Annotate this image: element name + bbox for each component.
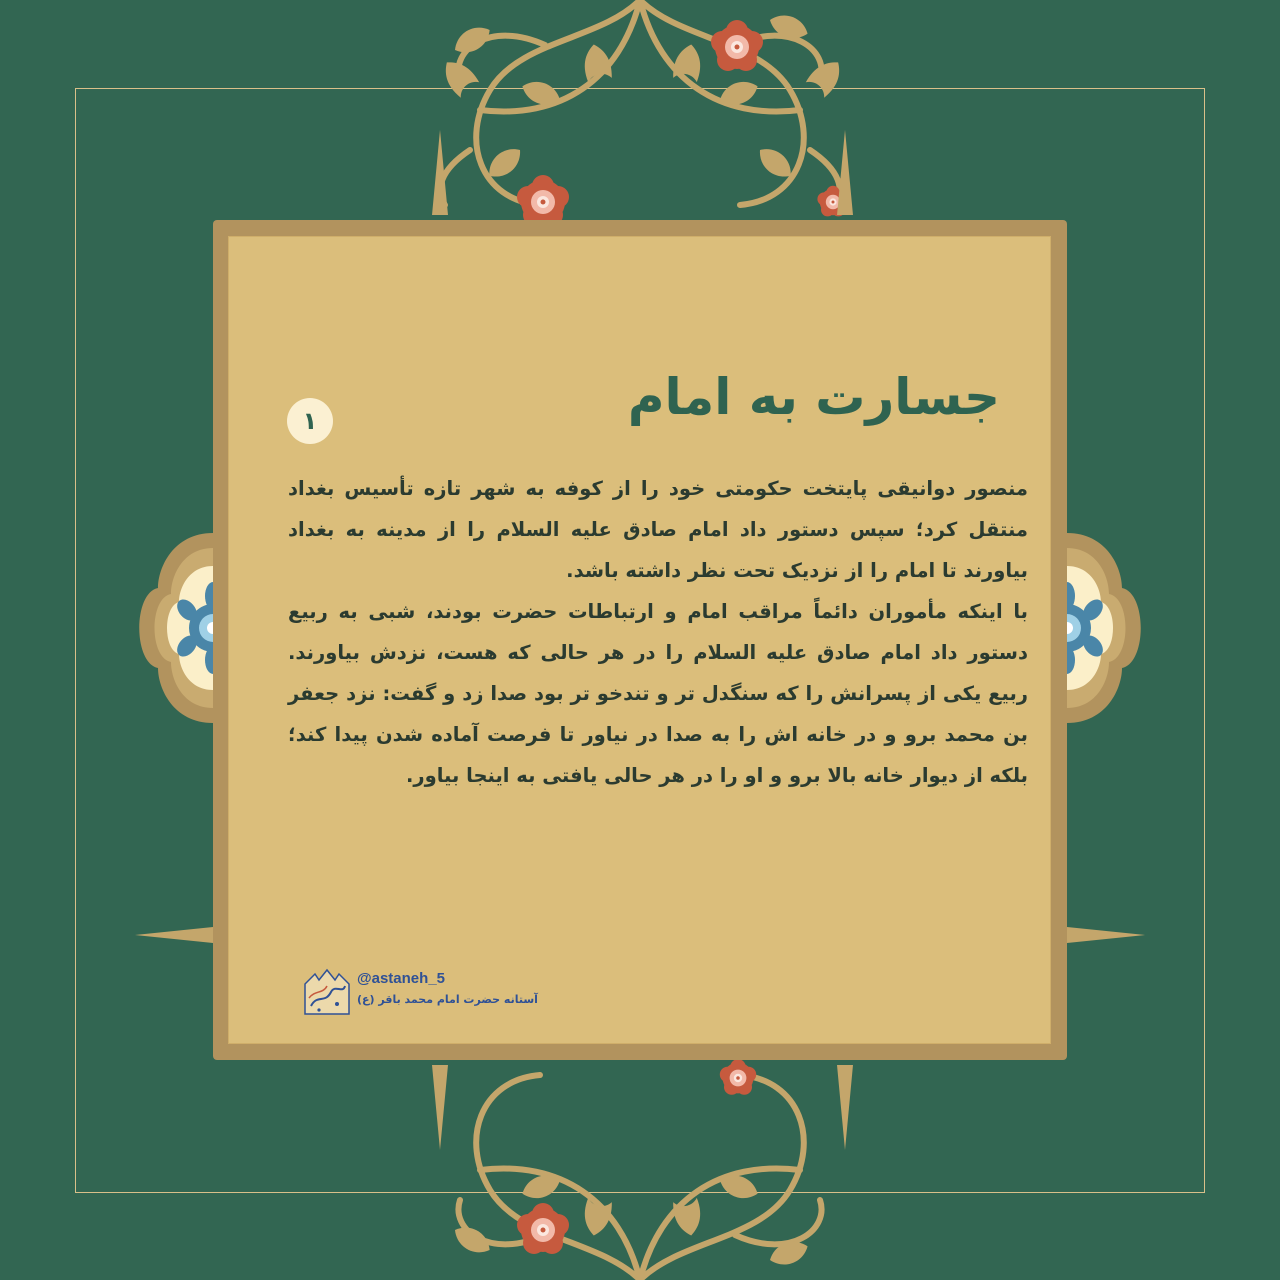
brand-name: آستانه حضرت امام محمد باقر (ع) <box>357 993 538 1006</box>
page-number-badge: ۱ <box>287 398 333 444</box>
brand-handle: @astaneh_5 <box>357 970 446 987</box>
page-title: جسارت به امام <box>627 368 1000 426</box>
brand-signature <box>297 964 597 1024</box>
story-text <box>288 468 1028 796</box>
calligraphy-logo-icon <box>297 964 357 1020</box>
paragraph-2: با اینکه مأموران دائماً مراقب امام و ارتباطات حضرت بودند، شبی به ربیع دستور داد امام صادق علیه السلام را در هر حالی که هست، نزدش بیاورند. ربیع یکی از پسرانش را که سنگدل تر و تندخو تر بود صدا زد و گفت: نزد جعفر بن محمد برو و در خانه اش را به صدا در نیاور تا فرصت آماده شدن پیدا کند؛ بلکه از دیوار خانه بالا برو و او را در هر حالی یافتی به اینجا بیاور. <box>288 600 1028 787</box>
paragraph-1: منصور دوانیقی پایتخت حکومتی خود را از کوفه به شهر تازه تأسیس بغداد منتقل کرد؛ سپس دستور داد امام صادق علیه السلام را از مدینه به بغداد بیاورند تا امام را از نزدیک تحت نظر داشته باشد. <box>288 477 1028 582</box>
